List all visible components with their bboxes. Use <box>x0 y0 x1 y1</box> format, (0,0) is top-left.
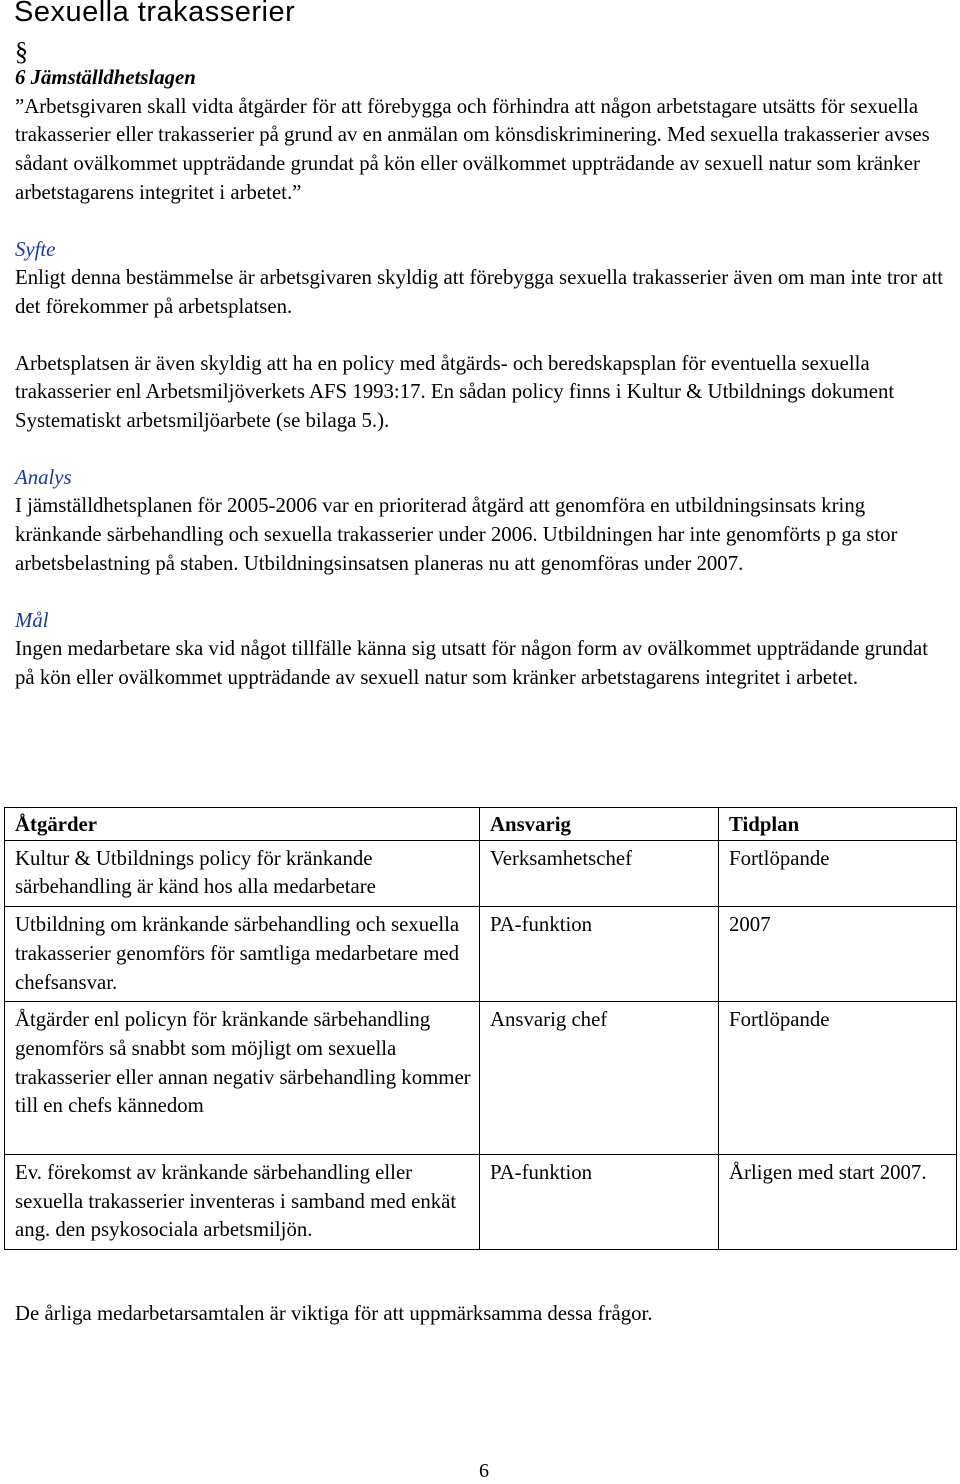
footer-note: De årliga medarbetarsamtalen är viktiga för att uppmärksamma dessa frågor. <box>15 1302 653 1325</box>
cell-action: Ev. förekomst av kränkande särbehandling eller sexuella trakasserier inventeras i samband med enkät ang. den psykosociala arbetsmiljön. <box>5 1155 480 1250</box>
cell-action: Kultur & Utbildnings policy för kränkande särbehandling är känd hos alla medarbetare <box>5 840 480 906</box>
cell-responsible: PA-funktion <box>480 1155 719 1250</box>
syfte-heading: Syfte <box>15 237 56 261</box>
table-row <box>5 907 957 1002</box>
table-row <box>5 840 957 906</box>
cell-action: Åtgärder enl policyn för kränkande särbehandling genomförs så snabbt som möjligt om sexuella trakasserier eller annan negativ särbehandling kommer till en chefs kännedom <box>5 1002 480 1155</box>
header-ansvarig: Ansvarig <box>480 808 719 841</box>
cell-schedule: Fortlöpande <box>719 1002 957 1155</box>
page-title: Sexuella trakasserier <box>14 0 296 28</box>
cell-responsible: Ansvarig chef <box>480 1002 719 1155</box>
cell-schedule: Årligen med start 2007. <box>719 1155 957 1250</box>
mal-paragraph: Ingen medarbetare ska vid något tillfälle känna sig utsatt för någon form av ovälkommet uppträdande grundat på kön eller ovälkommet uppträdande av sexuell natur som kränker arbetstagarens integritet i arbetet. <box>15 637 929 689</box>
analys-paragraph: I jämställdhetsplanen för 2005-2006 var en prioriterad åtgärd att genomföra en utbildningsinsats kring kränkande särbehandling och sexuella trakasserier under 2006. Utbildningen har inte genomförts p ga stor arbetsbelastning på staben. Utbildningsinsatsen planeras nu att genomföras under 2007. <box>15 494 898 575</box>
header-tidplan: Tidplan <box>719 808 957 841</box>
law-quote: ”Arbetsgivaren skall vidta åtgärder för att förebygga och förhindra att någon arbetstagare utsätts för sexuella trakasserier eller trakasserier på grund av en anmälan om könsdiskriminering. Med sexuella trakasserier avses sådant ovälkommet uppträdande grundat på kön eller ovälkommet uppträdande av sexuell natur som kränker arbetstagarens integritet i arbetet.” <box>15 94 930 204</box>
cell-schedule: 2007 <box>719 907 957 1002</box>
syfte-paragraph-2: Arbetsplatsen är även skyldig att ha en policy med åtgärds- och beredskapsplan för eventuella sexuella trakasserier enl Arbetsmiljöverkets AFS 1993:17. En sådan policy finns i Kultur & Utbildnings dokument Systematiskt arbetsmiljöarbete (se bilaga 5.). <box>15 351 895 433</box>
header-atgarder: Åtgärder <box>5 808 480 841</box>
table-row <box>5 1002 957 1155</box>
law-heading <box>15 37 945 93</box>
document-body <box>15 37 945 693</box>
cell-schedule: Fortlöpande <box>719 840 957 906</box>
page-number: 6 <box>479 1460 489 1482</box>
cell-responsible: PA-funktion <box>480 907 719 1002</box>
cell-action: Utbildning om kränkande särbehandling och sexuella trakasserier genomförs för samtliga medarbetare med chefsansvar. <box>5 907 480 1002</box>
actions-table <box>4 807 957 1250</box>
syfte-paragraph-1: Enligt denna bestämmelse är arbetsgivaren skyldig att förebygga sexuella trakasserier även om man inte tror att det förekommer på arbetsplatsen. <box>15 266 944 318</box>
table-row <box>5 1155 957 1250</box>
mal-heading: Mål <box>15 608 49 632</box>
analys-heading: Analys <box>15 465 72 489</box>
section-symbol: § <box>15 37 28 66</box>
cell-responsible: Verksamhetschef <box>480 840 719 906</box>
table-header-row <box>5 808 957 841</box>
law-heading-text: 6 Jämställdhetslagen <box>15 66 196 89</box>
